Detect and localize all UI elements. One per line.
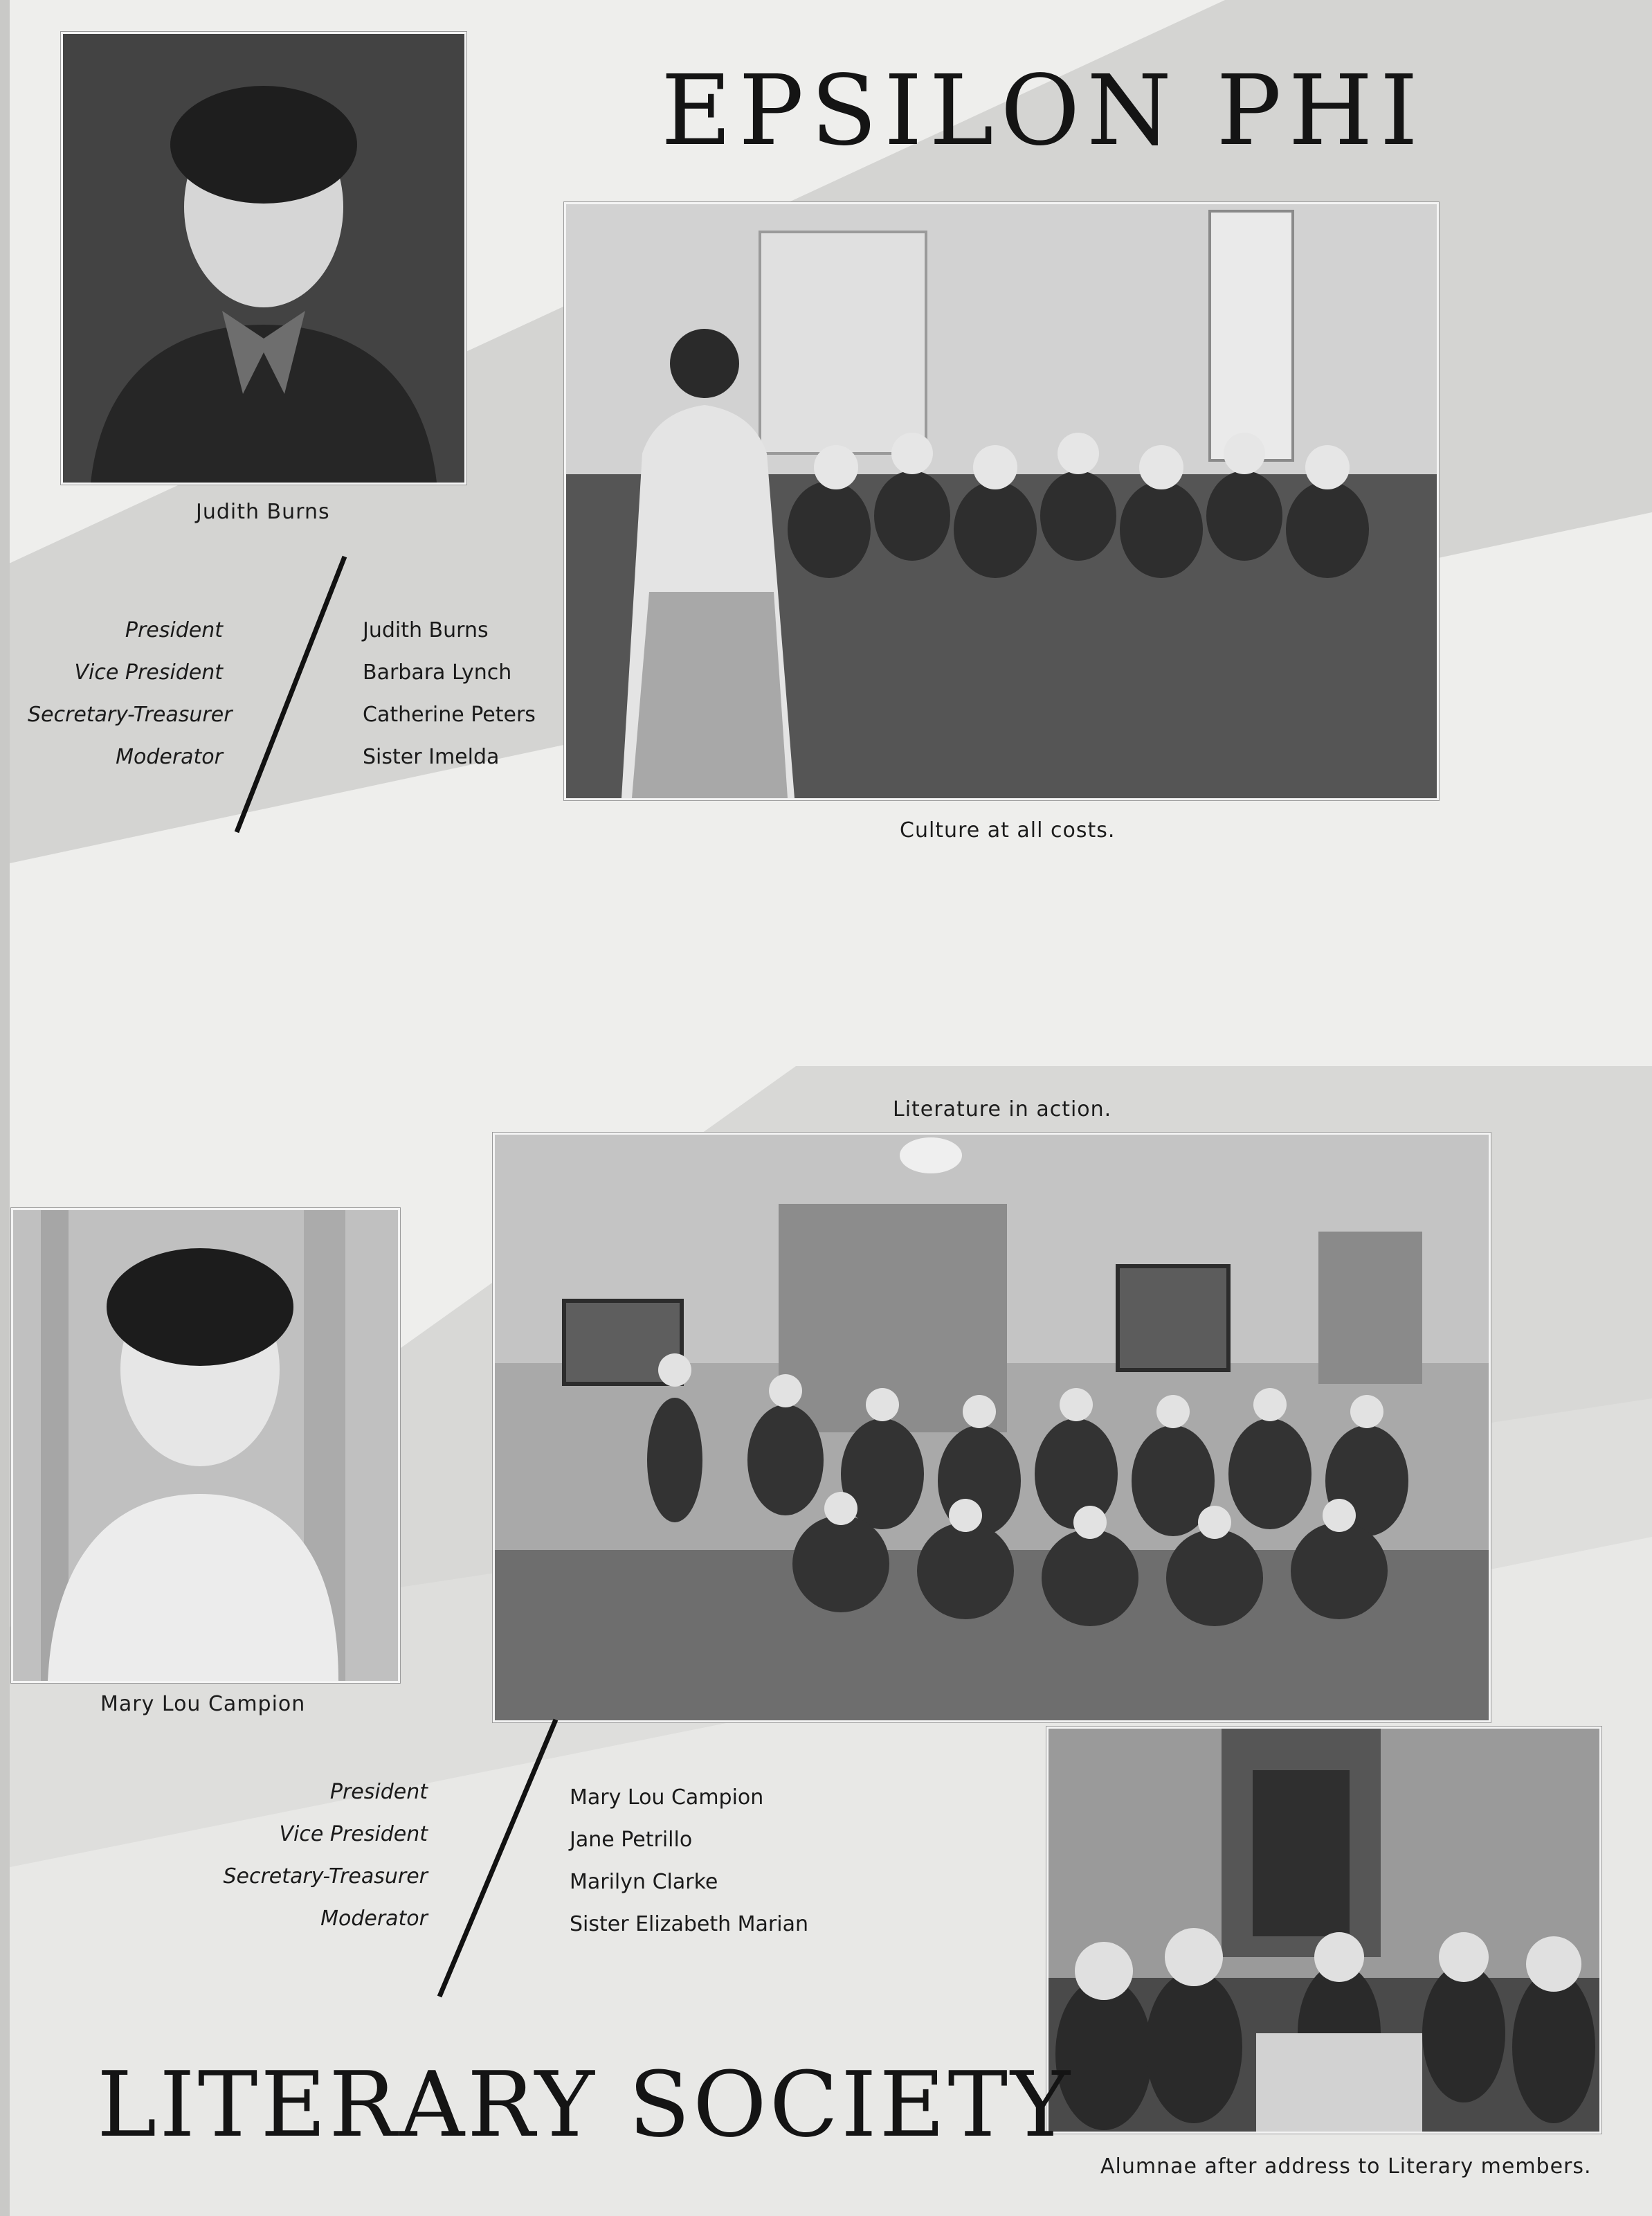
- officer-role: Secretary-Treasurer: [223, 1864, 428, 1889]
- officer-name: Sister Imelda: [363, 745, 500, 769]
- photo-caption-culture: Culture at all costs.: [900, 818, 1116, 843]
- officer-name: Judith Burns: [363, 618, 489, 642]
- officer-divider-slash: [433, 1717, 561, 2001]
- officer-role: Secretary-Treasurer: [28, 703, 233, 727]
- epsilon-phi-officer-names: [363, 609, 570, 778]
- officer-role: Moderator: [116, 745, 223, 769]
- officer-role: Vice President: [74, 660, 223, 685]
- officer-name: Mary Lou Campion: [570, 1785, 764, 1810]
- officer-name: Jane Petrillo: [570, 1828, 693, 1852]
- photo-alumnae-after-address: [1046, 1727, 1601, 2134]
- portrait-caption-judith-burns: Judith Burns: [196, 500, 330, 524]
- officer-role: Vice President: [279, 1822, 428, 1846]
- literary-society-officer-roles: [208, 1771, 428, 1940]
- officer-divider-slash: [228, 554, 353, 838]
- epsilon-phi-title: EPSILON PHI: [661, 55, 1425, 168]
- officer-name: Barbara Lynch: [363, 660, 512, 685]
- photo-caption-literature-in-action: Literature in action.: [893, 1097, 1112, 1121]
- portrait-judith-burns: [61, 32, 466, 485]
- literary-society-officer-names: [570, 1776, 833, 1945]
- officer-role: President: [125, 618, 223, 642]
- epsilon-phi-officer-roles: [28, 609, 233, 778]
- photo-culture-at-all-costs: [564, 202, 1439, 800]
- officer-name: Catherine Peters: [363, 703, 536, 727]
- photo-literature-in-action: [493, 1133, 1491, 1722]
- photo-caption-alumnae: Alumnae after address to Literary members.: [1100, 2154, 1592, 2179]
- officer-name: Marilyn Clarke: [570, 1870, 718, 1894]
- literary-society-title: LITERARY SOCIETY: [97, 2052, 1073, 2157]
- portrait-caption-mary-lou-campion: Mary Lou Campion: [100, 1692, 306, 1716]
- officer-role: Moderator: [320, 1907, 428, 1931]
- officer-role: President: [329, 1780, 428, 1804]
- officer-name: Sister Elizabeth Marian: [570, 1912, 808, 1936]
- portrait-mary-lou-campion: [11, 1208, 400, 1683]
